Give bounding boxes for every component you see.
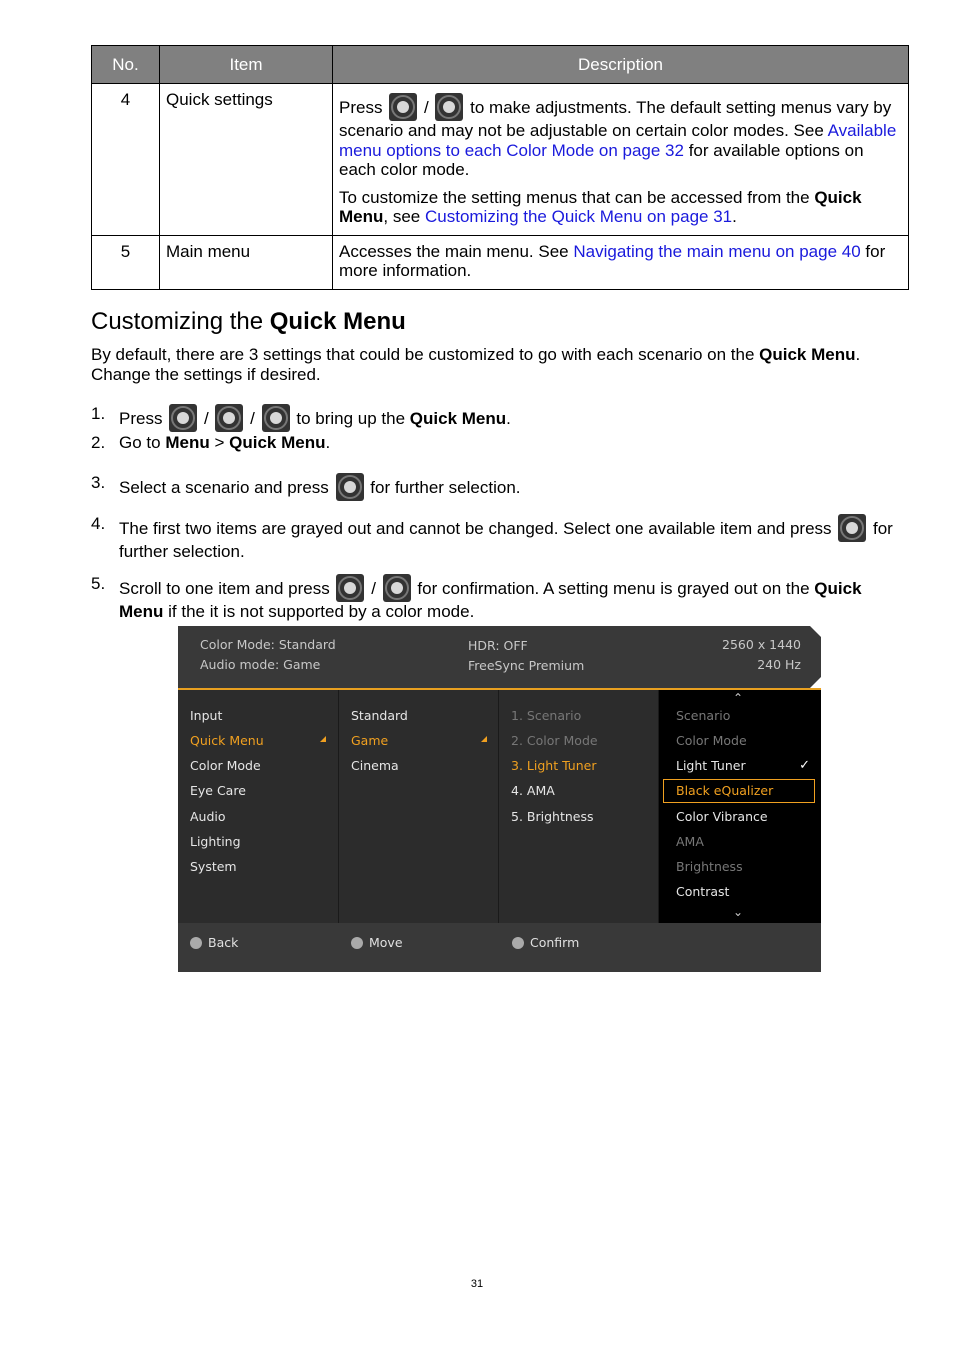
header-description: Description (333, 46, 909, 84)
osd-option-black-equalizer[interactable]: Black eQualizer (676, 783, 774, 798)
osd-menu-audio[interactable]: Audio (190, 809, 226, 824)
chevron-up-icon: ⌃ (733, 691, 744, 705)
joystick-updown-icon (351, 937, 363, 949)
step-number: 2. (91, 433, 106, 452)
osd-audio-mode: Audio mode: Game (200, 657, 321, 672)
header-no: No. (92, 46, 160, 84)
text: Accesses the main menu. See (339, 241, 569, 261)
text: Select a scenario and press (119, 478, 329, 497)
bold-text: Quick Menu (229, 433, 326, 452)
bold-text: Quick Menu (759, 345, 856, 364)
step-number: 4. (91, 514, 106, 533)
osd-footer (178, 923, 821, 972)
row-item: Main menu (160, 235, 333, 289)
text: for further selection. (119, 519, 893, 561)
joystick-right-icon (512, 937, 524, 949)
osd-scenario-column (339, 690, 499, 923)
joystick-icon (838, 514, 866, 542)
submenu-triangle-icon (481, 736, 487, 742)
osd-scenario-game[interactable] (351, 732, 491, 750)
text: to bring up the (296, 409, 406, 428)
text: for further selection. (370, 478, 521, 497)
osd-menu-color-mode[interactable]: Color Mode (190, 758, 261, 773)
osd-scenario-standard[interactable]: Standard (351, 708, 408, 723)
text: , see (383, 207, 421, 226)
text: . Change the settings if desired. (91, 345, 861, 384)
step-3 (91, 473, 906, 501)
row-item: Quick settings (160, 84, 333, 236)
text: The first two items are grayed out and cannot be changed. Select one available item and press (119, 519, 832, 538)
step-number: 1. (91, 404, 106, 423)
osd-slot-4[interactable]: 4. AMA (511, 783, 555, 798)
osd-main-menu-column (178, 690, 339, 923)
item-label: Light Tuner (676, 758, 746, 773)
joystick-icon (336, 473, 364, 501)
navigating-main-menu-link[interactable]: Navigating the main menu on page 40 (573, 241, 861, 261)
osd-corner (810, 626, 821, 638)
section-title (91, 308, 406, 336)
joystick-icon (215, 404, 243, 432)
hint-label: Move (369, 935, 403, 950)
osd-status-bar (178, 626, 821, 688)
osd-slot-5[interactable]: 5. Brightness (511, 809, 594, 824)
osd-scenario-cinema[interactable]: Cinema (351, 758, 399, 773)
available-menu-options-link[interactable]: Available menu options to each Color Mode on page 32 (339, 121, 897, 160)
intro-paragraph (91, 345, 911, 385)
osd-slot-3[interactable]: 3. Light Tuner (511, 758, 597, 773)
text: for available options on each color mode. (339, 140, 864, 179)
row-number: 4 (92, 84, 160, 236)
page-number: 31 (470, 1278, 484, 1290)
step-2 (91, 433, 906, 453)
text: . (732, 207, 737, 226)
text: if the it is not supported by a color mode. (168, 602, 475, 621)
osd-menu-quick-menu[interactable] (190, 732, 330, 750)
table-row (92, 235, 909, 289)
step-text (119, 514, 906, 562)
table-header-row (92, 46, 909, 84)
text: for confirmation. A setting menu is grayed out on the (417, 579, 810, 598)
osd-confirm-hint[interactable] (512, 935, 579, 950)
step-number: 3. (91, 473, 106, 492)
joystick-icon (383, 574, 411, 602)
chevron-down-icon: ⌄ (733, 905, 744, 919)
text: / (371, 579, 376, 598)
table-row (92, 84, 909, 236)
customizing-quick-menu-link[interactable]: Customizing the Quick Menu on page 31 (424, 207, 733, 226)
item-description-table (91, 45, 909, 290)
osd-slot-column (499, 690, 659, 923)
osd-menu-input[interactable]: Input (190, 708, 223, 723)
osd-option-light-tuner[interactable] (676, 757, 816, 775)
text: for more information. (339, 241, 886, 280)
step-text (119, 473, 906, 501)
description-paragraph (339, 188, 902, 227)
osd-corner (810, 676, 821, 688)
joystick-icon (169, 404, 197, 432)
description-paragraph (339, 93, 902, 180)
osd-freesync: FreeSync Premium (468, 658, 585, 673)
osd-option-ama: AMA (676, 834, 704, 849)
osd-move-hint[interactable] (351, 935, 403, 950)
osd-slot-1: 1. Scenario (511, 708, 582, 723)
osd-option-contrast[interactable]: Contrast (676, 884, 730, 899)
title-bold: Quick Menu (269, 308, 406, 335)
text: . (325, 433, 331, 452)
text: By default, there are 3 settings that could be customized to go with each scenario on the (91, 345, 755, 364)
osd-menu-eye-care[interactable]: Eye Care (190, 783, 246, 798)
checkmark-icon: ✓ (799, 758, 810, 773)
joystick-left-icon (190, 937, 202, 949)
joystick-icon (336, 574, 364, 602)
text: Press (119, 409, 163, 428)
osd-refresh-rate: 240 Hz (757, 657, 801, 672)
osd-back-hint[interactable] (190, 935, 238, 950)
osd-menu-system[interactable]: System (190, 859, 237, 874)
submenu-triangle-icon (320, 736, 326, 742)
text: Go to (119, 433, 161, 452)
text: . (506, 409, 511, 428)
text: / (203, 409, 209, 428)
item-label: Game (351, 733, 389, 748)
osd-color-mode: Color Mode: Standard (200, 637, 336, 652)
hint-label: Confirm (530, 935, 580, 950)
osd-option-scenario: Scenario (676, 708, 731, 723)
osd-option-brightness: Brightness (676, 859, 743, 874)
text: / (423, 98, 429, 117)
row-description (333, 235, 909, 289)
bold-text: Quick Menu (339, 187, 862, 226)
joystick-icon (262, 404, 290, 432)
row-description (333, 84, 909, 236)
text: / (250, 409, 255, 428)
osd-option-color-vibrance[interactable]: Color Vibrance (676, 809, 768, 824)
osd-setting-options-column (659, 690, 821, 923)
bold-text: Quick Menu (119, 579, 862, 621)
title-text: Customizing the (91, 308, 264, 335)
row-number: 5 (92, 235, 160, 289)
step-1 (91, 404, 906, 432)
text: to make adjustments. The default setting menus vary by scenario and may not be adjustable on certain color modes. See (339, 98, 892, 140)
joystick-icon (389, 93, 417, 121)
step-text (119, 404, 906, 432)
item-label: Quick Menu (190, 733, 264, 748)
step-text (119, 574, 906, 622)
osd-option-color-mode: Color Mode (676, 733, 747, 748)
osd-hdr: HDR: OFF (468, 638, 528, 653)
osd-quick-menu-screenshot (178, 626, 821, 972)
text: Press (339, 98, 383, 117)
osd-menu-lighting[interactable]: Lighting (190, 834, 241, 849)
bold-text: Quick Menu (409, 409, 507, 428)
step-text (119, 433, 906, 453)
header-item: Item (160, 46, 333, 84)
hint-label: Back (208, 935, 239, 950)
osd-slot-2: 2. Color Mode (511, 733, 598, 748)
osd-resolution: 2560 x 1440 (722, 637, 801, 652)
joystick-icon (435, 93, 463, 121)
step-5 (91, 574, 906, 622)
text: To customize the setting menus that can be accessed from the (339, 187, 810, 207)
step-number: 5. (91, 574, 106, 593)
text: Scroll to one item and press (119, 579, 330, 598)
bold-text: Menu (165, 433, 210, 452)
text: > (214, 433, 225, 452)
step-4 (91, 514, 906, 562)
